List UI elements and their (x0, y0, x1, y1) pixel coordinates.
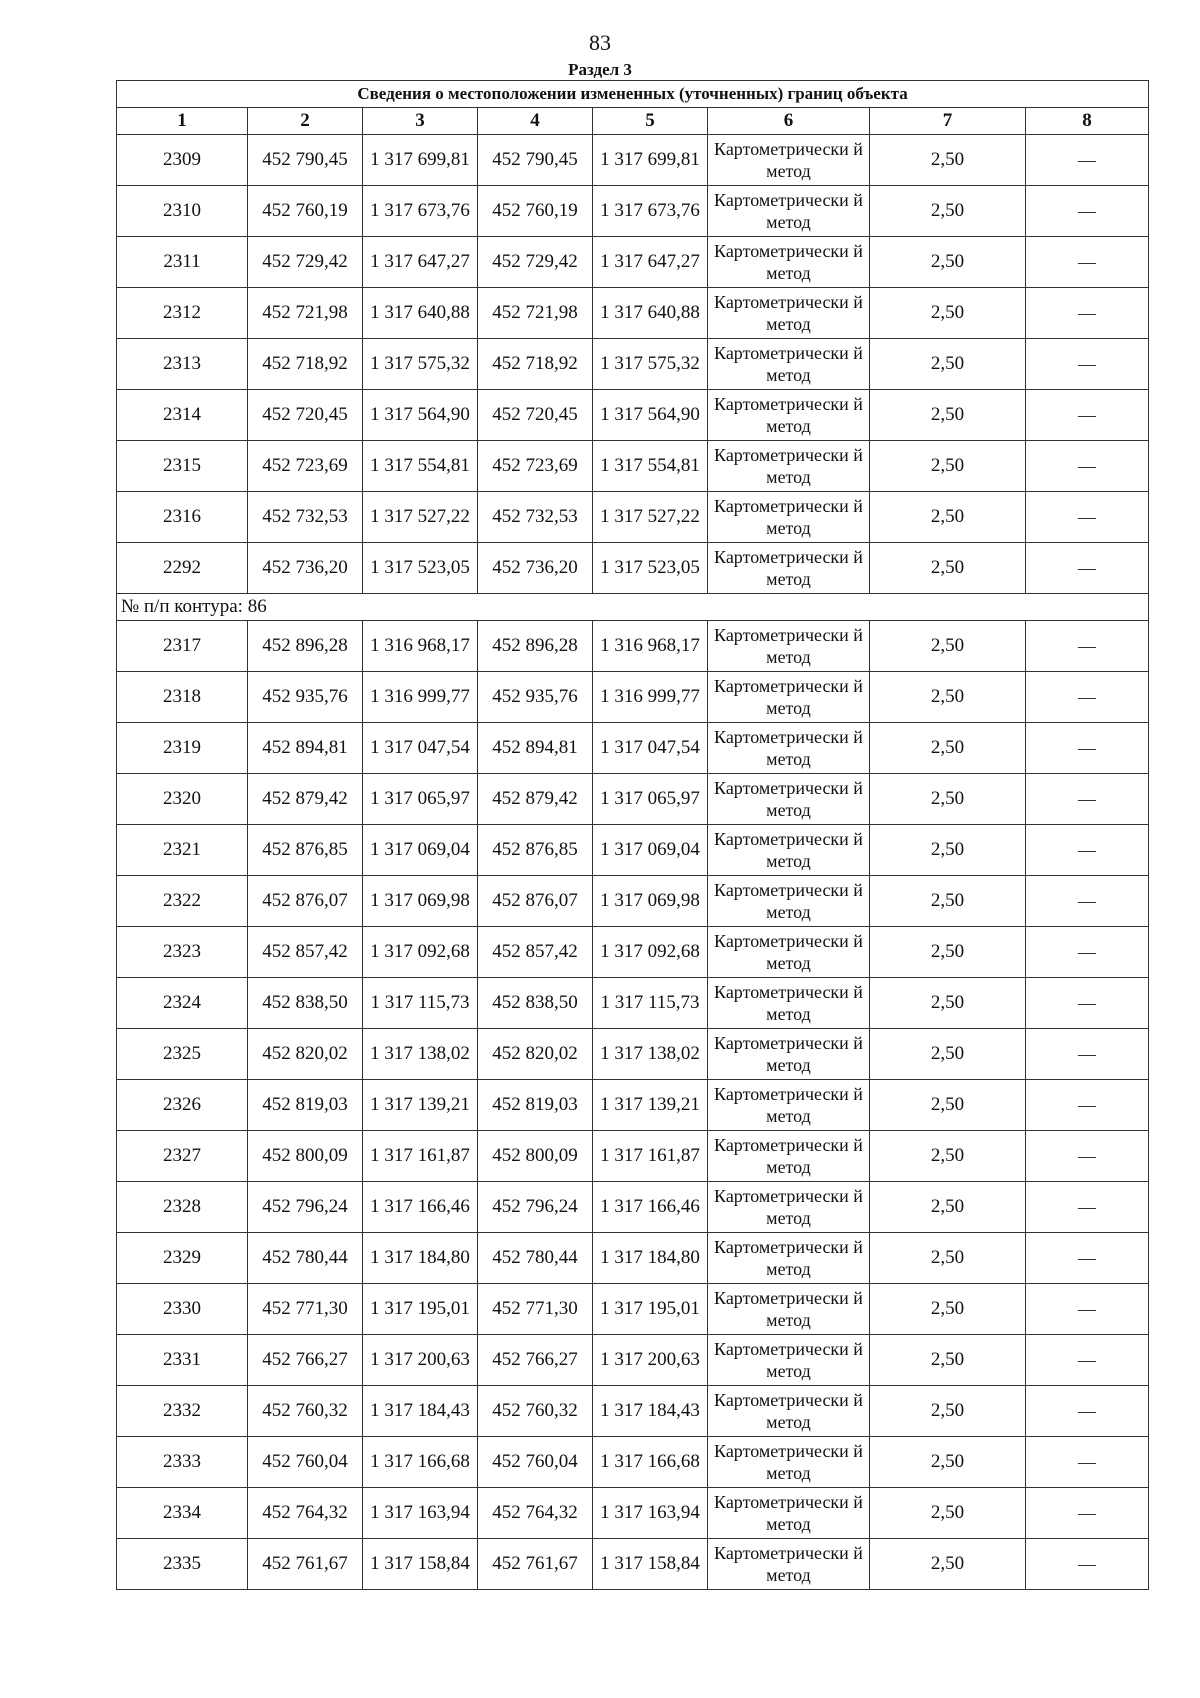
x-coordinate-cell: 452 760,19 (248, 186, 363, 237)
table-row (117, 774, 1149, 825)
y-coordinate-cell: 1 317 158,84 (363, 1539, 478, 1590)
method-cell: Картометрически й метод (708, 978, 870, 1029)
description-cell: — (1026, 723, 1149, 774)
y-coordinate-cell: 1 317 640,88 (593, 288, 708, 339)
accuracy-cell: 2,50 (870, 288, 1026, 339)
point-number-cell: 2334 (117, 1488, 248, 1539)
description-cell: — (1026, 1080, 1149, 1131)
method-cell: Картометрически й метод (708, 543, 870, 594)
description-cell: — (1026, 186, 1149, 237)
x-coordinate-cell: 452 894,81 (478, 723, 593, 774)
point-number-cell: 2311 (117, 237, 248, 288)
column-number: 8 (1026, 108, 1149, 135)
accuracy-cell: 2,50 (870, 543, 1026, 594)
table-row (117, 978, 1149, 1029)
point-number-cell: 2319 (117, 723, 248, 774)
table-row (117, 1488, 1149, 1539)
accuracy-cell: 2,50 (870, 1182, 1026, 1233)
y-coordinate-cell: 1 317 166,46 (593, 1182, 708, 1233)
x-coordinate-cell: 452 766,27 (248, 1335, 363, 1386)
table-row (117, 543, 1149, 594)
x-coordinate-cell: 452 879,42 (248, 774, 363, 825)
x-coordinate-cell: 452 736,20 (248, 543, 363, 594)
point-number-cell: 2325 (117, 1029, 248, 1080)
y-coordinate-cell: 1 317 138,02 (363, 1029, 478, 1080)
table-row (117, 1437, 1149, 1488)
point-number-cell: 2309 (117, 135, 248, 186)
y-coordinate-cell: 1 317 166,68 (593, 1437, 708, 1488)
table-row (117, 237, 1149, 288)
method-cell: Картометрически й метод (708, 621, 870, 672)
description-cell: — (1026, 1386, 1149, 1437)
x-coordinate-cell: 452 790,45 (478, 135, 593, 186)
x-coordinate-cell: 452 760,04 (478, 1437, 593, 1488)
description-cell: — (1026, 543, 1149, 594)
point-number-cell: 2313 (117, 339, 248, 390)
accuracy-cell: 2,50 (870, 672, 1026, 723)
accuracy-cell: 2,50 (870, 1539, 1026, 1590)
description-cell: — (1026, 390, 1149, 441)
accuracy-cell: 2,50 (870, 1131, 1026, 1182)
description-cell: — (1026, 1437, 1149, 1488)
accuracy-cell: 2,50 (870, 978, 1026, 1029)
x-coordinate-cell: 452 732,53 (478, 492, 593, 543)
description-cell: — (1026, 1488, 1149, 1539)
description-cell: — (1026, 1233, 1149, 1284)
column-number: 5 (593, 108, 708, 135)
accuracy-cell: 2,50 (870, 1284, 1026, 1335)
x-coordinate-cell: 452 736,20 (478, 543, 593, 594)
column-number-row (117, 108, 1149, 135)
point-number-cell: 2310 (117, 186, 248, 237)
accuracy-cell: 2,50 (870, 441, 1026, 492)
y-coordinate-cell: 1 317 699,81 (363, 135, 478, 186)
method-cell: Картометрически й метод (708, 288, 870, 339)
accuracy-cell: 2,50 (870, 1029, 1026, 1080)
x-coordinate-cell: 452 819,03 (478, 1080, 593, 1131)
y-coordinate-cell: 1 317 195,01 (593, 1284, 708, 1335)
description-cell: — (1026, 1335, 1149, 1386)
method-cell: Картометрически й метод (708, 1539, 870, 1590)
accuracy-cell: 2,50 (870, 1488, 1026, 1539)
description-cell: — (1026, 825, 1149, 876)
y-coordinate-cell: 1 317 115,73 (363, 978, 478, 1029)
description-cell: — (1026, 876, 1149, 927)
y-coordinate-cell: 1 317 184,43 (363, 1386, 478, 1437)
method-cell: Картометрически й метод (708, 876, 870, 927)
x-coordinate-cell: 452 761,67 (248, 1539, 363, 1590)
x-coordinate-cell: 452 896,28 (478, 621, 593, 672)
description-cell: — (1026, 441, 1149, 492)
column-number: 2 (248, 108, 363, 135)
method-cell: Картометрически й метод (708, 237, 870, 288)
table-row (117, 1284, 1149, 1335)
x-coordinate-cell: 452 796,24 (478, 1182, 593, 1233)
y-coordinate-cell: 1 317 115,73 (593, 978, 708, 1029)
accuracy-cell: 2,50 (870, 927, 1026, 978)
method-cell: Картометрически й метод (708, 1233, 870, 1284)
y-coordinate-cell: 1 317 523,05 (593, 543, 708, 594)
x-coordinate-cell: 452 857,42 (478, 927, 593, 978)
x-coordinate-cell: 452 718,92 (248, 339, 363, 390)
x-coordinate-cell: 452 935,76 (248, 672, 363, 723)
table-row (117, 135, 1149, 186)
table-row (117, 288, 1149, 339)
accuracy-cell: 2,50 (870, 774, 1026, 825)
description-cell: — (1026, 1182, 1149, 1233)
x-coordinate-cell: 452 718,92 (478, 339, 593, 390)
table-body (117, 135, 1149, 1590)
y-coordinate-cell: 1 317 065,97 (593, 774, 708, 825)
method-cell: Картометрически й метод (708, 1437, 870, 1488)
x-coordinate-cell: 452 766,27 (478, 1335, 593, 1386)
description-cell: — (1026, 1029, 1149, 1080)
description-cell: — (1026, 1131, 1149, 1182)
x-coordinate-cell: 452 876,07 (248, 876, 363, 927)
x-coordinate-cell: 452 876,85 (248, 825, 363, 876)
y-coordinate-cell: 1 317 069,98 (363, 876, 478, 927)
method-cell: Картометрически й метод (708, 723, 870, 774)
table-row (117, 1386, 1149, 1437)
point-number-cell: 2328 (117, 1182, 248, 1233)
y-coordinate-cell: 1 317 161,87 (363, 1131, 478, 1182)
accuracy-cell: 2,50 (870, 825, 1026, 876)
y-coordinate-cell: 1 317 200,63 (593, 1335, 708, 1386)
table-row (117, 339, 1149, 390)
y-coordinate-cell: 1 317 163,94 (363, 1488, 478, 1539)
table-row (117, 621, 1149, 672)
table-row (117, 723, 1149, 774)
table-caption: Сведения о местоположении измененных (уточненных) границ объекта (117, 81, 1149, 108)
y-coordinate-cell: 1 317 673,76 (593, 186, 708, 237)
point-number-cell: 2332 (117, 1386, 248, 1437)
point-number-cell: 2327 (117, 1131, 248, 1182)
accuracy-cell: 2,50 (870, 339, 1026, 390)
x-coordinate-cell: 452 732,53 (248, 492, 363, 543)
y-coordinate-cell: 1 317 069,98 (593, 876, 708, 927)
point-number-cell: 2320 (117, 774, 248, 825)
contour-label: № п/п контура: 86 (117, 594, 1149, 621)
column-number: 4 (478, 108, 593, 135)
point-number-cell: 2323 (117, 927, 248, 978)
point-number-cell: 2329 (117, 1233, 248, 1284)
x-coordinate-cell: 452 820,02 (478, 1029, 593, 1080)
y-coordinate-cell: 1 316 968,17 (363, 621, 478, 672)
y-coordinate-cell: 1 317 647,27 (363, 237, 478, 288)
x-coordinate-cell: 452 800,09 (248, 1131, 363, 1182)
point-number-cell: 2333 (117, 1437, 248, 1488)
description-cell: — (1026, 237, 1149, 288)
y-coordinate-cell: 1 317 166,68 (363, 1437, 478, 1488)
method-cell: Картометрически й метод (708, 390, 870, 441)
y-coordinate-cell: 1 317 069,04 (593, 825, 708, 876)
x-coordinate-cell: 452 800,09 (478, 1131, 593, 1182)
y-coordinate-cell: 1 317 158,84 (593, 1539, 708, 1590)
point-number-cell: 2324 (117, 978, 248, 1029)
method-cell: Картометрически й метод (708, 1488, 870, 1539)
y-coordinate-cell: 1 317 047,54 (593, 723, 708, 774)
x-coordinate-cell: 452 838,50 (478, 978, 593, 1029)
x-coordinate-cell: 452 771,30 (478, 1284, 593, 1335)
x-coordinate-cell: 452 838,50 (248, 978, 363, 1029)
y-coordinate-cell: 1 317 200,63 (363, 1335, 478, 1386)
description-cell: — (1026, 135, 1149, 186)
accuracy-cell: 2,50 (870, 1386, 1026, 1437)
x-coordinate-cell: 452 790,45 (248, 135, 363, 186)
point-number-cell: 2322 (117, 876, 248, 927)
table-row (117, 1131, 1149, 1182)
y-coordinate-cell: 1 317 647,27 (593, 237, 708, 288)
x-coordinate-cell: 452 820,02 (248, 1029, 363, 1080)
table-row (117, 1029, 1149, 1080)
point-number-cell: 2330 (117, 1284, 248, 1335)
accuracy-cell: 2,50 (870, 621, 1026, 672)
y-coordinate-cell: 1 317 554,81 (363, 441, 478, 492)
x-coordinate-cell: 452 761,67 (478, 1539, 593, 1590)
x-coordinate-cell: 452 764,32 (478, 1488, 593, 1539)
method-cell: Картометрически й метод (708, 1284, 870, 1335)
boundary-coordinates-table (116, 80, 1149, 1590)
x-coordinate-cell: 452 729,42 (478, 237, 593, 288)
x-coordinate-cell: 452 780,44 (478, 1233, 593, 1284)
y-coordinate-cell: 1 317 523,05 (363, 543, 478, 594)
point-number-cell: 2292 (117, 543, 248, 594)
y-coordinate-cell: 1 317 527,22 (363, 492, 478, 543)
method-cell: Картометрически й метод (708, 774, 870, 825)
point-number-cell: 2335 (117, 1539, 248, 1590)
accuracy-cell: 2,50 (870, 390, 1026, 441)
method-cell: Картометрически й метод (708, 186, 870, 237)
x-coordinate-cell: 452 876,85 (478, 825, 593, 876)
x-coordinate-cell: 452 796,24 (248, 1182, 363, 1233)
point-number-cell: 2326 (117, 1080, 248, 1131)
x-coordinate-cell: 452 760,32 (478, 1386, 593, 1437)
method-cell: Картометрически й метод (708, 672, 870, 723)
description-cell: — (1026, 492, 1149, 543)
description-cell: — (1026, 1539, 1149, 1590)
description-cell: — (1026, 978, 1149, 1029)
x-coordinate-cell: 452 760,19 (478, 186, 593, 237)
accuracy-cell: 2,50 (870, 876, 1026, 927)
y-coordinate-cell: 1 317 092,68 (593, 927, 708, 978)
x-coordinate-cell: 452 760,32 (248, 1386, 363, 1437)
y-coordinate-cell: 1 317 047,54 (363, 723, 478, 774)
y-coordinate-cell: 1 316 999,77 (593, 672, 708, 723)
table-row (117, 1233, 1149, 1284)
x-coordinate-cell: 452 819,03 (248, 1080, 363, 1131)
y-coordinate-cell: 1 317 554,81 (593, 441, 708, 492)
column-number: 6 (708, 108, 870, 135)
x-coordinate-cell: 452 721,98 (248, 288, 363, 339)
y-coordinate-cell: 1 317 184,43 (593, 1386, 708, 1437)
accuracy-cell: 2,50 (870, 492, 1026, 543)
column-number: 3 (363, 108, 478, 135)
y-coordinate-cell: 1 317 069,04 (363, 825, 478, 876)
y-coordinate-cell: 1 317 139,21 (593, 1080, 708, 1131)
point-number-cell: 2331 (117, 1335, 248, 1386)
y-coordinate-cell: 1 317 166,46 (363, 1182, 478, 1233)
method-cell: Картометрически й метод (708, 1386, 870, 1437)
method-cell: Картометрически й метод (708, 1131, 870, 1182)
y-coordinate-cell: 1 317 161,87 (593, 1131, 708, 1182)
x-coordinate-cell: 452 896,28 (248, 621, 363, 672)
method-cell: Картометрически й метод (708, 1335, 870, 1386)
point-number-cell: 2314 (117, 390, 248, 441)
y-coordinate-cell: 1 317 527,22 (593, 492, 708, 543)
method-cell: Картометрически й метод (708, 339, 870, 390)
method-cell: Картометрически й метод (708, 1080, 870, 1131)
accuracy-cell: 2,50 (870, 1080, 1026, 1131)
y-coordinate-cell: 1 317 564,90 (363, 390, 478, 441)
y-coordinate-cell: 1 317 065,97 (363, 774, 478, 825)
point-number-cell: 2312 (117, 288, 248, 339)
method-cell: Картометрически й метод (708, 135, 870, 186)
x-coordinate-cell: 452 879,42 (478, 774, 593, 825)
table-row (117, 876, 1149, 927)
method-cell: Картометрически й метод (708, 441, 870, 492)
y-coordinate-cell: 1 317 139,21 (363, 1080, 478, 1131)
x-coordinate-cell: 452 720,45 (478, 390, 593, 441)
y-coordinate-cell: 1 317 575,32 (363, 339, 478, 390)
page-number: 83 (589, 30, 611, 55)
table-row (117, 927, 1149, 978)
y-coordinate-cell: 1 317 163,94 (593, 1488, 708, 1539)
description-cell: — (1026, 288, 1149, 339)
x-coordinate-cell: 452 760,04 (248, 1437, 363, 1488)
x-coordinate-cell: 452 771,30 (248, 1284, 363, 1335)
y-coordinate-cell: 1 317 184,80 (363, 1233, 478, 1284)
y-coordinate-cell: 1 317 564,90 (593, 390, 708, 441)
table-row (117, 441, 1149, 492)
accuracy-cell: 2,50 (870, 1437, 1026, 1488)
table-row (117, 1335, 1149, 1386)
x-coordinate-cell: 452 857,42 (248, 927, 363, 978)
point-number-cell: 2318 (117, 672, 248, 723)
x-coordinate-cell: 452 876,07 (478, 876, 593, 927)
section-title: Раздел 3 (568, 60, 632, 79)
x-coordinate-cell: 452 729,42 (248, 237, 363, 288)
description-cell: — (1026, 339, 1149, 390)
description-cell: — (1026, 672, 1149, 723)
description-cell: — (1026, 774, 1149, 825)
x-coordinate-cell: 452 764,32 (248, 1488, 363, 1539)
table-caption-row (117, 81, 1149, 108)
table-row (117, 390, 1149, 441)
column-number: 7 (870, 108, 1026, 135)
point-number-cell: 2317 (117, 621, 248, 672)
accuracy-cell: 2,50 (870, 135, 1026, 186)
table-row (117, 1539, 1149, 1590)
method-cell: Картометрически й метод (708, 927, 870, 978)
y-coordinate-cell: 1 316 968,17 (593, 621, 708, 672)
method-cell: Картометрически й метод (708, 492, 870, 543)
accuracy-cell: 2,50 (870, 1335, 1026, 1386)
y-coordinate-cell: 1 317 575,32 (593, 339, 708, 390)
description-cell: — (1026, 927, 1149, 978)
table-row (117, 492, 1149, 543)
x-coordinate-cell: 452 723,69 (478, 441, 593, 492)
x-coordinate-cell: 452 721,98 (478, 288, 593, 339)
table-row (117, 1080, 1149, 1131)
description-cell: — (1026, 621, 1149, 672)
y-coordinate-cell: 1 317 699,81 (593, 135, 708, 186)
x-coordinate-cell: 452 780,44 (248, 1233, 363, 1284)
accuracy-cell: 2,50 (870, 186, 1026, 237)
method-cell: Картометрически й метод (708, 1182, 870, 1233)
x-coordinate-cell: 452 723,69 (248, 441, 363, 492)
point-number-cell: 2316 (117, 492, 248, 543)
y-coordinate-cell: 1 317 673,76 (363, 186, 478, 237)
table-row (117, 186, 1149, 237)
x-coordinate-cell: 452 894,81 (248, 723, 363, 774)
y-coordinate-cell: 1 317 195,01 (363, 1284, 478, 1335)
y-coordinate-cell: 1 317 092,68 (363, 927, 478, 978)
point-number-cell: 2321 (117, 825, 248, 876)
contour-row (117, 594, 1149, 621)
point-number-cell: 2315 (117, 441, 248, 492)
column-number: 1 (117, 108, 248, 135)
y-coordinate-cell: 1 317 184,80 (593, 1233, 708, 1284)
description-cell: — (1026, 1284, 1149, 1335)
method-cell: Картометрически й метод (708, 1029, 870, 1080)
accuracy-cell: 2,50 (870, 237, 1026, 288)
x-coordinate-cell: 452 720,45 (248, 390, 363, 441)
table-row (117, 672, 1149, 723)
table-row (117, 1182, 1149, 1233)
accuracy-cell: 2,50 (870, 723, 1026, 774)
table-row (117, 825, 1149, 876)
accuracy-cell: 2,50 (870, 1233, 1026, 1284)
y-coordinate-cell: 1 316 999,77 (363, 672, 478, 723)
y-coordinate-cell: 1 317 640,88 (363, 288, 478, 339)
y-coordinate-cell: 1 317 138,02 (593, 1029, 708, 1080)
x-coordinate-cell: 452 935,76 (478, 672, 593, 723)
method-cell: Картометрически й метод (708, 825, 870, 876)
